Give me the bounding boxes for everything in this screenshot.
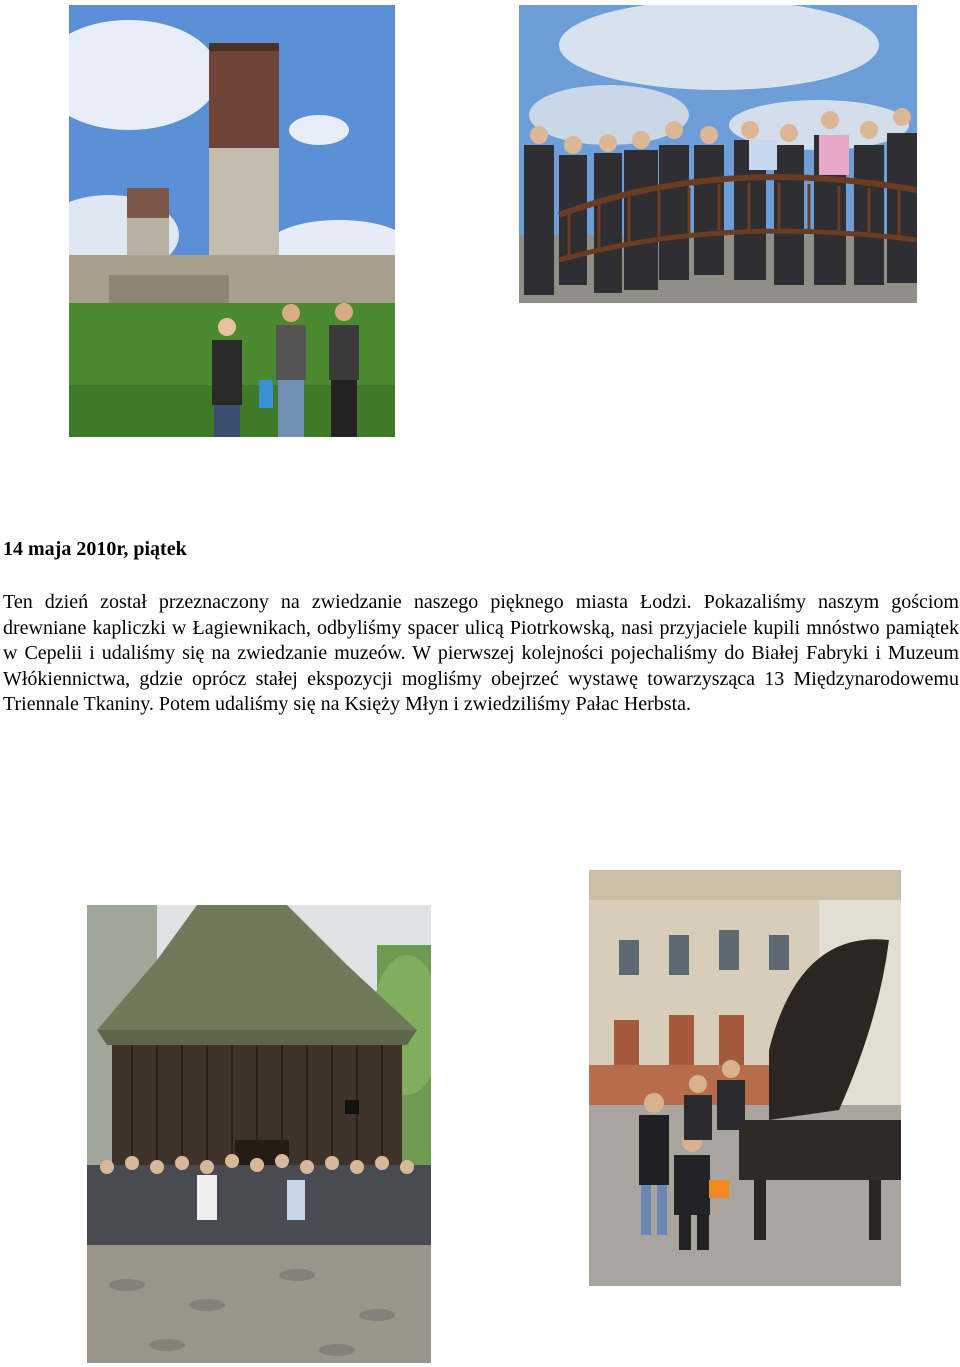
piano-monument-photo — [589, 870, 901, 1286]
body-paragraph: Ten dzień został przeznaczony na zwiedzanie naszego pięknego miasta Łodzi. Pokazaliśmy naszym gościom drewniane kapliczki w Łagiewnikach, odbyliśmy spacer ulicą Piotrkowską, nasi przyjaciele kupili mnóstwo pamiątek w Cepelii i udaliśmy się na zwiedzanie muzeów. W pierwszej kolejności pojechaliśmy do Białej Fabryki i Muzeum Włókiennictwa, gdzie oprócz stałej ekspozycji mogliśmy obejrzeć wystawę towarzysząca 13 Międzynarodowemu Triennale Tkaniny. Potem udaliśmy się na Księży Młyn i zwiedziliśmy Pałac Herbsta. — [3, 591, 959, 716]
wooden-chapel-group-photo — [87, 905, 431, 1363]
castle-towers-photo — [69, 5, 395, 437]
date-heading: 14 maja 2010r, piątek — [3, 538, 187, 560]
group-at-railing-photo — [519, 5, 917, 303]
